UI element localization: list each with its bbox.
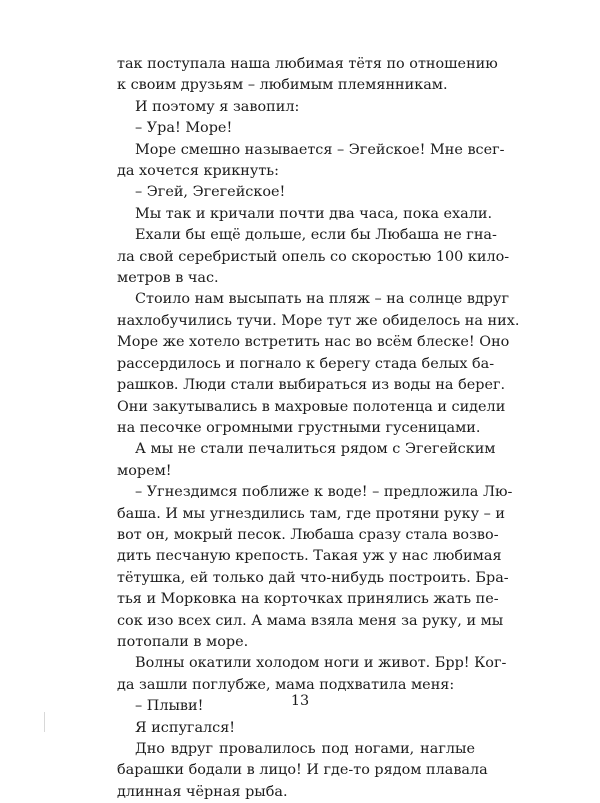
text-line: сок изо всех сил. А мама взяла меня за руку, и мы [117, 612, 504, 629]
page-text [117, 54, 520, 803]
text-line: рассердилось и погнало к берегу стада белых ба- [117, 355, 495, 372]
page-number: 13 [290, 693, 310, 709]
text-line: Дно вдруг провалилось под ногами, наглые [135, 741, 475, 757]
text-line: тётушка, ей только дай что-нибудь построить. Бра- [117, 569, 509, 586]
text-line: метров в час. [117, 270, 219, 287]
text-line: Они закутывались в махровые полотенца и сидели [117, 398, 506, 415]
text-line: А мы не стали печалиться рядом с Эгегейским [135, 441, 496, 458]
text-line: Мы так и кричали почти два часа, пока ехали. [135, 205, 493, 222]
text-line: Ехали бы ещё дольше, если бы Любаша не гна- [135, 227, 497, 244]
text-line: тья и Морковка на корточках принялись жать пе- [117, 591, 499, 608]
text-line: – Ура! Море! [135, 120, 233, 137]
text-line: – Плыви! [135, 698, 204, 715]
text-line: Я испугался! [135, 719, 236, 736]
page-edge-mark [44, 712, 45, 732]
text-line: вот он, мокрый песок. Любаша сразу стала возво- [117, 526, 499, 543]
text-line: барашки бодали в лицо! И где-то рядом плавала [117, 762, 488, 779]
text-line: длинная чёрная рыба. [117, 783, 288, 800]
text-line: дить песчаную крепость. Такая уж у нас любимая [117, 548, 502, 565]
text-line: баша. И мы угнездились там, где протяни руку – и [117, 505, 506, 522]
text-line: – Эгей, Эгегейское! [135, 184, 286, 201]
text-line: ла свой серебристый опель со скоростью 100 кило- [117, 248, 510, 265]
text-line: так поступала наша любимая тётя по отношению [117, 56, 498, 72]
text-line: да зашли поглубже, мама подхватила меня: [117, 676, 455, 693]
text-line: да хочется крикнуть: [117, 163, 279, 180]
text-line: нахлобучились тучи. Море тут же обиделось на них. [117, 312, 520, 329]
text-line: – Угнездимся поближе к воде! – предложила Лю- [135, 484, 513, 501]
text-line: Стоило нам высыпать на пляж – на солнце вдруг [135, 291, 510, 308]
text-line: потопали в море. [117, 633, 249, 650]
text-line: Море смешно называется – Эгейское! Мне всег- [135, 141, 505, 158]
text-line: Волны окатили холодом ноги и живот. Брр! Ког- [135, 655, 507, 672]
text-line: на песочке огромными грустными гусеницами. [117, 419, 481, 436]
text-line: Море же хотело встретить нас во всём блеске! Оно [117, 334, 510, 351]
text-line: рашков. Люди стали выбираться из воды на берег. [117, 377, 506, 394]
text-line: И поэтому я завопил: [135, 98, 300, 115]
text-line: к своим друзьям – любимым племянникам. [117, 77, 448, 94]
text-line: морем! [117, 462, 172, 479]
